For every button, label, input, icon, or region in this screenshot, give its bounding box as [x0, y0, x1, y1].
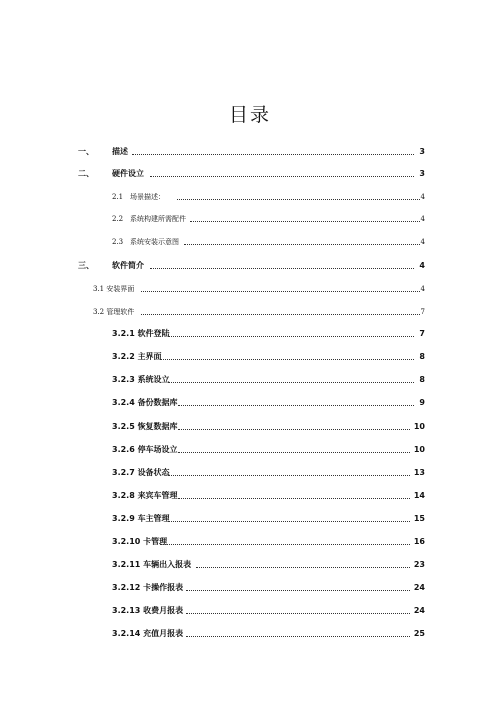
toc-entry[interactable]: [0, 145, 500, 159]
toc-entry-label: 3.2.10 卡管理: [112, 537, 168, 546]
toc-entry[interactable]: [0, 558, 500, 572]
toc-entry[interactable]: [0, 212, 500, 226]
toc-entry-label: 3.2.7 设备状态: [112, 468, 170, 477]
toc-leader: [150, 176, 414, 177]
toc-leader: [186, 613, 410, 614]
toc-entry[interactable]: [0, 535, 500, 549]
toc-entry-label: 系统构建所需配件: [130, 215, 186, 223]
toc-entry-page: 10: [413, 422, 425, 431]
toc-entry-number: 2.2: [112, 215, 124, 223]
toc-title: 目录: [228, 104, 271, 126]
toc-entry-label: 3.2.4 备份数据库: [112, 398, 178, 407]
toc-entry-number: 三、: [78, 261, 94, 270]
toc-leader: [168, 521, 410, 522]
toc-entry-page: 4: [419, 261, 425, 270]
toc-leader: [178, 429, 410, 430]
toc-leader: [168, 475, 410, 476]
toc-entry-page: 14: [413, 491, 425, 500]
toc-entry-label: 3.2 管理软件: [93, 308, 135, 316]
toc-entry-page: 24: [413, 606, 425, 615]
toc-leader: [190, 221, 420, 222]
toc-entry-label: 3.2.3 系统设立: [112, 375, 170, 384]
toc-entry-page: 4: [420, 285, 425, 293]
toc-entry-page: 4: [420, 193, 425, 201]
toc-entry-page: 16: [413, 537, 425, 546]
toc-leader: [160, 544, 410, 545]
toc-entry[interactable]: [0, 581, 500, 595]
toc-entry[interactable]: [0, 305, 500, 319]
toc-leader: [168, 336, 414, 337]
toc-entry[interactable]: [0, 627, 500, 641]
toc-leader: [177, 199, 420, 200]
toc-entry-label: 3.2.13 收费月报表: [112, 606, 184, 615]
toc-leader: [150, 268, 414, 269]
toc-entry-label: 3.2.6 停车场设立: [112, 445, 178, 454]
toc-entry-page: 24: [413, 583, 425, 592]
toc-entry-page: 9: [419, 398, 425, 407]
toc-entry[interactable]: [0, 489, 500, 503]
toc-entry-label: 硬件设立: [112, 169, 144, 178]
toc-entry-page: 4: [420, 238, 425, 246]
toc-entry-label: 3.2.9 车主管理: [112, 514, 170, 523]
toc-leader: [141, 291, 420, 292]
toc-entry-number: 2.1: [112, 193, 124, 201]
toc-entry[interactable]: [0, 443, 500, 457]
toc-leader: [132, 154, 414, 155]
toc-entry[interactable]: [0, 167, 500, 181]
toc-entry-label: 3.2.11 车辆出入报表: [112, 560, 192, 569]
toc-entry-page: 8: [419, 375, 425, 384]
toc-entry-label: 3.2.12 卡操作报表: [112, 583, 184, 592]
toc-entry-label: 软件简介: [112, 261, 144, 270]
toc-entry[interactable]: [0, 327, 500, 341]
toc-entry-page: 23: [413, 560, 425, 569]
toc-entry-label: 3.2.8 来宾车管理: [112, 491, 178, 500]
toc-entry[interactable]: [0, 350, 500, 364]
toc-entry-page: 4: [420, 215, 425, 223]
toc-entry-page: 10: [413, 445, 425, 454]
toc-entry-label: 描述: [112, 147, 128, 156]
toc-leader: [186, 590, 410, 591]
toc-entry-page: 8: [419, 352, 425, 361]
toc-entry-label: 3.2.1 软件登陆: [112, 329, 170, 338]
toc-entry[interactable]: [0, 235, 500, 249]
toc-leader: [196, 567, 410, 568]
toc-entry[interactable]: [0, 282, 500, 296]
toc-entry[interactable]: [0, 396, 500, 410]
toc-leader: [178, 405, 414, 406]
toc-leader: [141, 314, 420, 315]
toc-leader: [178, 498, 410, 499]
toc-entry-page: 3: [419, 169, 425, 178]
toc-entry-label: 3.2.5 恢复数据库: [112, 422, 178, 431]
toc-entry-page: 7: [419, 329, 425, 338]
toc-entry-page: 15: [413, 514, 425, 523]
toc-leader: [160, 359, 414, 360]
toc-leader: [184, 244, 420, 245]
toc-entry-label: 3.1 安装界面: [93, 285, 135, 293]
toc-entry-page: 3: [419, 147, 425, 156]
toc-entry[interactable]: [0, 604, 500, 618]
toc-entry[interactable]: [0, 259, 500, 273]
toc-entry-label: 场景描述：: [130, 193, 165, 201]
toc-entry-label: 3.2.2 主界面: [112, 352, 162, 361]
toc-leader: [178, 452, 410, 453]
toc-entry[interactable]: [0, 373, 500, 387]
toc-entry-label: 系统安装示意图: [130, 238, 179, 246]
toc-entry-label: 3.2.14 充值月报表: [112, 629, 184, 638]
toc-entry[interactable]: [0, 420, 500, 434]
toc-leader: [186, 636, 410, 637]
toc-entry-number: 二、: [78, 169, 94, 178]
toc-entry-page: 25: [413, 629, 425, 638]
toc-entry[interactable]: [0, 512, 500, 526]
toc-entry-number: 2.3: [112, 238, 124, 246]
toc-entry[interactable]: [0, 190, 500, 204]
toc-entry-number: 一、: [78, 147, 94, 156]
toc-leader: [168, 382, 414, 383]
toc-entry[interactable]: [0, 466, 500, 480]
toc-entry-page: 13: [413, 468, 425, 477]
toc-entry-page: 7: [420, 308, 425, 316]
